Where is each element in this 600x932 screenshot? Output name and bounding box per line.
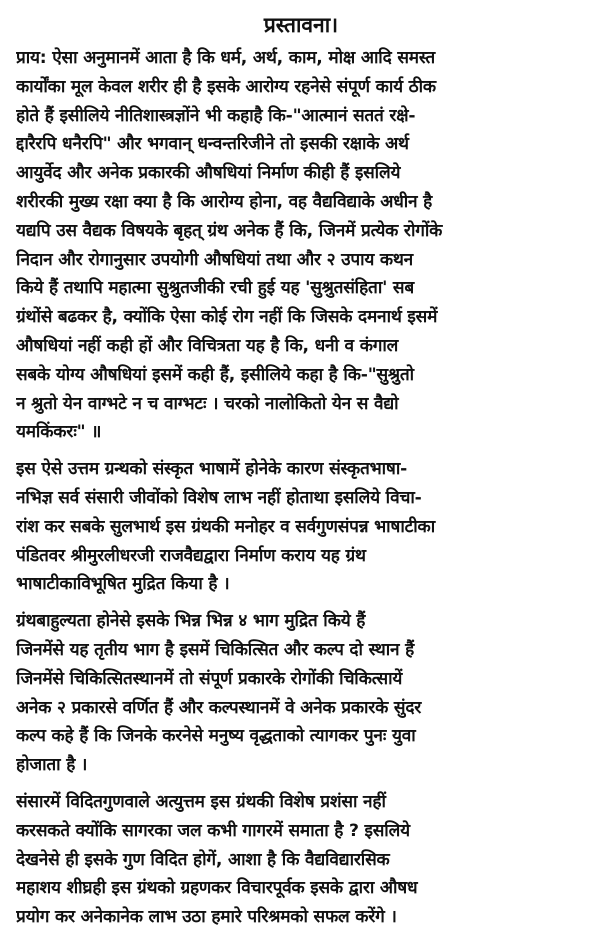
- text-line: भाषाटीकाविभूषित मुद्रित किया है ।: [16, 574, 230, 595]
- paragraph-gap: [16, 599, 586, 607]
- text-line: पंडितवर श्रीमुरलीधरजी राजवैद्यद्वारा निर्माण कराय यह ग्रंथ: [16, 545, 366, 566]
- text-line: सबके योग्य औषधियां इसमें कही हैं, इसीलिये कहा है कि-"सुश्रुतो: [16, 364, 414, 385]
- text-line: औषधियां नहीं कही हों और विचित्रता यह है कि, धनी व कंगाल: [16, 335, 399, 356]
- text-line: होते हैं इसीलिये नीतिशास्त्रज्ञोंने भी कहाहै कि-"आत्मानं सततं रक्षे-: [16, 105, 416, 126]
- text-line: करसकते क्योंकि सागरका जल कभी गागरमें समाता है ? इसलिये: [16, 820, 410, 841]
- paragraph-3: [16, 607, 586, 780]
- text-line: जिनमेंसे यह तृतीय भाग है इसमें चिकित्सित और कल्प दो स्थान हैं: [16, 639, 415, 660]
- text-line: जिनमेंसे चिकित्सितस्थानमें तो संपूर्ण प्रकारके रोगोंकी चिकित्सायें: [16, 668, 403, 689]
- text-line: संसारमें विदितगुणवाले अत्युत्तम इस ग्रंथकी विशेष प्रशंसा नहीं: [16, 791, 386, 812]
- text-line: देखनेसे ही इसके गुण विदित होगें, आशा है कि वैद्यविद्यारसिक: [16, 849, 390, 870]
- text-line: नभिज्ञ सर्व संसारी जीवोंको विशेष लाभ नहीं होताथा इसलिये विचा-: [16, 487, 422, 508]
- text-line: किये हैं तथापि महात्मा सुश्रुतजीकी रची हुई यह 'सुश्रुतसंहिता' सब: [16, 278, 414, 299]
- text-line: न श्रुतो येन वाग्भटे न च वाग्भटः । चरको नालोकितो येन स वैद्यो: [16, 393, 399, 414]
- paragraph-gap: [16, 447, 586, 455]
- text-line: इस ऐसे उत्तम ग्रन्थको संस्कृत भाषामें होनेके कारण संस्कृतभाषा-: [16, 459, 408, 480]
- paragraph-4: [16, 788, 586, 932]
- text-line: अनेक २ प्रकारसे वर्णित हैं और कल्पस्थानमें वे अनेक प्रकारके सुंदर: [16, 697, 422, 718]
- paragraph-gap: [16, 780, 586, 788]
- text-line: द्दारैरपि धनैरपि" और भगवान् धन्वन्तरिजीने तो इसकी रक्षाके अर्थ: [16, 134, 409, 155]
- text-line: महाशय शीघ्रही इस ग्रंथको ग्रहणकर विचारपूर्वक इसके द्वारा औषध: [16, 878, 418, 899]
- text-line: होजाता है ।: [16, 755, 88, 776]
- page-title: प्रस्तावना।: [263, 13, 339, 37]
- text-line: प्राय: ऐसा अनुमानमें आता है कि धर्म, अर्थ, काम, मोक्ष आदि समस्त: [16, 48, 435, 68]
- text-line: कल्प कहे हैं कि जिनके करनेसे मनुष्य वृद्धताको त्यागकर पुनः युवा: [16, 726, 416, 747]
- paragraph-1: [16, 44, 586, 447]
- text-line: प्रयोग कर अनेकानेक लाभ उठा हमारे परिश्रमको सफल करेंगे ।: [16, 907, 397, 928]
- text-line: यमकिंकरः" ॥: [16, 422, 102, 443]
- text-line: रांश कर सबके सुलभार्थ इस ग्रंथकी मनोहर व सर्वगुणसंपन्न भाषाटीका: [16, 516, 435, 537]
- text-line: ग्रंथबाहुल्यता होनेसे इसके भिन्न भिन्न ४ भाग मुद्रित किये हैं: [16, 611, 366, 632]
- text-line: कार्योंका मूल केवल शरीर ही है इसके आरोग्य रहनेसे संपूर्ण कार्य ठीक: [16, 76, 436, 97]
- text-line: निदान और रोगानुसार उपयोगी औषधियां तथा और २ उपाय कथन: [16, 249, 414, 270]
- text-line: ग्रंथोंसे बढकर है, क्योंकि ऐसा कोई रोग नहीं कि जिसके दमनार्थ इसमें: [16, 307, 438, 328]
- text-line: यद्यपि उस वैद्यक विषयके बृहत् ग्रंथ अनेक हैं कि, जिनमें प्रत्येक रोगोंके: [16, 220, 443, 241]
- text-line: आयुर्वेद और अनेक प्रकारकी औषधियां निर्माण कीही हैं इसलिये: [16, 163, 401, 184]
- text-line: शरीरकी मुख्य रक्षा क्या है कि आरोग्य होना, वह वैद्यविद्याके अधीन है: [16, 191, 433, 212]
- paragraph-2: [16, 455, 586, 599]
